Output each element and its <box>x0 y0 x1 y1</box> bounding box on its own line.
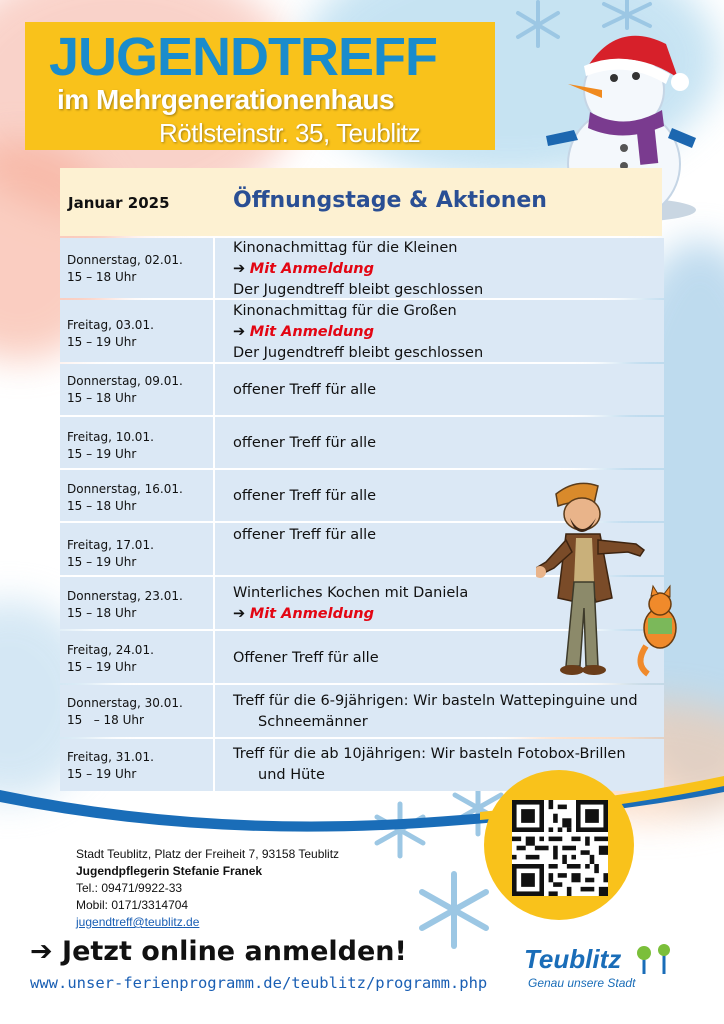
registration-note: Mit Anmeldung <box>249 261 375 277</box>
row-time: 15 – 18 Uhr <box>67 391 137 405</box>
activity-text: Schneemänner <box>258 714 368 730</box>
month-label: Januar 2025 <box>68 194 170 212</box>
row-time: 15 – 18 Uhr <box>67 606 137 620</box>
activity-text: offener Treff für alle <box>233 435 377 451</box>
date-cell <box>60 685 213 737</box>
arrow-icon: ➔ <box>233 606 246 622</box>
row-time: 15 – 19 Uhr <box>67 660 137 674</box>
date-cell <box>60 577 213 629</box>
qr-code[interactable] <box>512 800 608 896</box>
table-row <box>60 364 664 415</box>
table-row <box>60 238 664 298</box>
contact-org: Stadt Teublitz, Platz der Freiheit 7, 93158 Teublitz <box>76 847 340 861</box>
row-day: Donnerstag, 16.01. <box>67 482 183 496</box>
table-heading: Öffnungstage & Aktionen <box>233 188 547 213</box>
row-day: Donnerstag, 23.01. <box>67 589 183 603</box>
registration-note: Mit Anmeldung <box>249 606 375 622</box>
row-time: 15 – 18 Uhr <box>67 713 144 727</box>
row-day: Freitag, 24.01. <box>67 643 154 657</box>
activity-text: Offener Treff für alle <box>233 650 379 666</box>
row-time: 15 – 18 Uhr <box>67 499 137 513</box>
activity-text: Der Jugendtreff bleibt geschlossen <box>233 345 484 361</box>
contact-phone: Tel.: 09471/9922-33 <box>76 881 183 895</box>
row-time: 15 – 19 Uhr <box>67 767 137 781</box>
date-cell <box>60 364 213 415</box>
snowflake-icon <box>414 870 494 950</box>
date-cell <box>60 523 213 575</box>
row-time: 15 – 18 Uhr <box>67 270 137 284</box>
activity-text: und Hüte <box>258 767 325 783</box>
page-subtitle: im Mehrgenerationenhaus <box>57 84 395 115</box>
activity-text: Treff für die ab 10jährigen: Wir basteln Fotobox-Brillen <box>233 746 626 762</box>
date-cell <box>60 300 213 362</box>
activity-text: Kinonachmittag für die Kleinen <box>233 240 458 256</box>
address: Rötlsteinstr. 35, Teublitz <box>159 118 421 148</box>
date-cell <box>60 417 213 468</box>
logo-tagline: Genau unsere Stadt <box>528 976 636 990</box>
activity-cell <box>215 417 664 468</box>
activity-text: offener Treff für alle <box>233 488 377 504</box>
row-day: Donnerstag, 02.01. <box>67 253 183 267</box>
row-day: Donnerstag, 09.01. <box>67 374 183 388</box>
row-day: Donnerstag, 30.01. <box>67 696 183 710</box>
tree-icon <box>634 944 680 978</box>
logo-name: Teublitz <box>524 944 622 974</box>
table-row <box>60 685 664 737</box>
row-time: 15 – 19 Uhr <box>67 555 137 569</box>
cartoon-character-illustration <box>536 478 696 688</box>
table-row <box>60 300 664 362</box>
activity-cell <box>215 364 664 415</box>
arrow-icon: ➔ <box>233 261 246 277</box>
teublitz-logo <box>524 944 684 994</box>
activity-cell <box>215 300 664 362</box>
arrow-icon: ➔ <box>233 324 246 340</box>
contact-email-link[interactable]: jugendtreff@teublitz.de <box>76 915 200 929</box>
registration-note: Mit Anmeldung <box>249 324 375 340</box>
table-row <box>60 417 664 468</box>
date-cell <box>60 631 213 683</box>
row-time: 15 – 19 Uhr <box>67 447 137 461</box>
activity-text: Treff für die 6-9jährigen: Wir basteln Wattepinguine und <box>233 693 638 709</box>
call-to-action: ➔ Jetzt online anmelden! <box>30 936 407 967</box>
contact-person: Jugendpflegerin Stefanie Franek <box>76 864 263 878</box>
header-banner <box>25 22 495 150</box>
date-cell <box>60 238 213 298</box>
activity-cell <box>215 238 664 298</box>
activity-text: Kinonachmittag für die Großen <box>233 303 457 319</box>
date-cell <box>60 470 213 521</box>
table-header <box>60 168 662 236</box>
activity-text: offener Treff für alle <box>233 527 377 543</box>
row-day: Freitag, 10.01. <box>67 430 154 444</box>
row-time: 15 – 19 Uhr <box>67 335 137 349</box>
activity-text: Der Jugendtreff bleibt geschlossen <box>233 282 484 298</box>
activity-text: offener Treff für alle <box>233 382 377 398</box>
contact-mobile: Mobil: 0171/3314704 <box>76 898 189 912</box>
activity-text: Winterliches Kochen mit Daniela <box>233 585 469 601</box>
row-day: Freitag, 03.01. <box>67 318 154 332</box>
activity-cell <box>215 685 664 737</box>
row-day: Freitag, 31.01. <box>67 750 154 764</box>
contact-block <box>76 846 339 931</box>
row-day: Freitag, 17.01. <box>67 538 154 552</box>
registration-url-link[interactable]: www.unser-ferienprogramm.de/teublitz/programm.php <box>30 974 488 992</box>
page-title: JUGENDTREFF <box>49 27 438 87</box>
